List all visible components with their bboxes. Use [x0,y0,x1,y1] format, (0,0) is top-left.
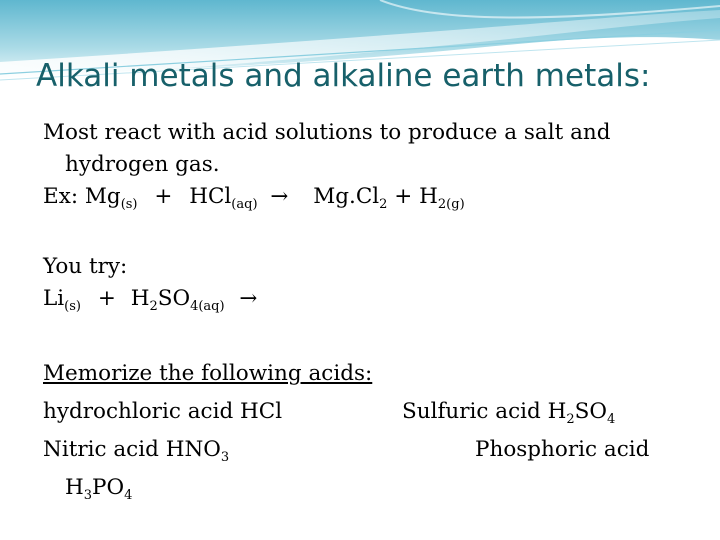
phosphoric-acid: Phosphoric acid [475,437,650,462]
mg-state: (s) [120,197,138,212]
hcl-state: (aq) [231,197,258,212]
slide-body [43,117,683,507]
nitric-acid [43,437,230,465]
sulfuric-acid [402,393,615,431]
nitric-sub: 3 [220,450,230,465]
memorize-heading-row [43,355,683,393]
h3po4-sub1: 3 [83,488,93,503]
example-equation [43,181,683,213]
li-formula: Li [43,286,65,311]
product-subscript: 2 [379,197,388,212]
h3po4-sub2: 4 [124,488,133,503]
acid-row-2 [43,431,683,469]
hydrogen-product: + H [394,184,438,209]
plus-sign: + [154,184,173,209]
intro-line-2: hydrogen gas. [65,152,220,177]
sulfuric-so: SO [574,399,608,424]
acid-row-3 [43,469,683,507]
acid-row-1 [43,393,683,431]
h2so4-sub1: 2 [149,299,158,314]
sulfuric-sub2: 4 [607,412,616,427]
product-formula: Mg.Cl [313,184,380,209]
try-heading: You try: [43,254,128,279]
arrow-icon: → [239,286,258,311]
h2so4-so: SO [157,286,191,311]
hydrochloric-acid: hydrochloric acid HCl [43,399,283,424]
example-label: Ex: Mg [43,184,121,209]
sulfuric-sub1: 2 [566,412,575,427]
plus-sign: + [97,286,116,311]
hydrogen-subscript: 2(g) [437,197,465,212]
h2so4-h: H [130,286,150,311]
arrow-icon: → [270,184,289,209]
h3po4-h: H [65,475,84,500]
nitric-acid-text: Nitric acid HNO [43,437,221,462]
intro-line-1: Most react with acid solutions to produce a salt and [43,120,611,145]
try-equation [43,283,683,315]
memorize-heading: Memorize the following acids: [43,361,373,386]
hcl-formula: HCl [189,184,232,209]
h3po4-po: PO [92,475,125,500]
li-state: (s) [64,299,81,314]
h2so4-sub2: 4(aq) [190,299,225,314]
slide-title: Alkali metals and alkaline earth metals: [36,58,651,94]
sulfuric-acid-text: Sulfuric acid H [402,399,567,424]
